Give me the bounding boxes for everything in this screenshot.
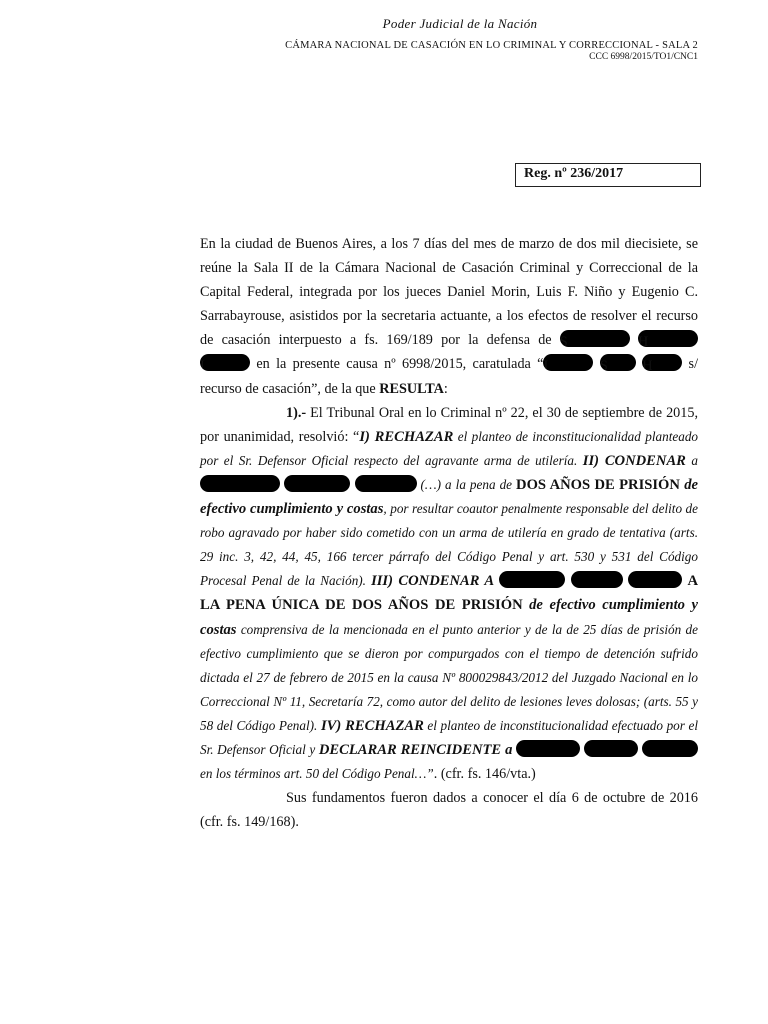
redacted-name [600,354,636,371]
emphasis-efectivo: de efectivo cumplimiento y costas [200,597,698,638]
redacted-name [200,475,280,492]
emphasis-pena: DOS AÑOS DE PRISIÓN [516,476,680,493]
redacted-initial: H [638,334,649,348]
resulta-heading: RESULTA [379,380,444,397]
text-run: s/ recurso de casación”, de la que [200,356,699,397]
redacted-name [355,475,417,492]
quoted-text: el planteo de inconstitucionalidad planteado por el Sr. Defensor Oficial respecto del agravante arma de utilería. [200,428,699,468]
redacted-initial: I [543,358,549,372]
paragraph-intro [200,232,698,401]
redacted-initial: I [200,358,205,372]
registration-box: Reg. nº 236/2017 [515,163,701,187]
emphasis-pena-unica: A LA PENA ÚNICA DE DOS AÑOS DE PRISIÓN [200,573,699,614]
redacted-name [200,354,250,371]
redacted-name [628,571,682,588]
court-script-heading: Poder Judicial de la Nación [382,16,538,31]
document-body [200,232,698,834]
redacted-name [284,475,350,492]
paragraph-resolution [200,401,698,787]
quoted-text: , por resultar coautor penalmente responsable del delito de robo agravado por haber sido cometido con un arma de utilería en grado de tentativa (arts. 29 inc. 3, 42, 44, 45, 166 tercer párrafo del Código Penal y art. 530 y 531 del Código Procesal Penal de la Nación). [200,501,698,589]
text-run: : [443,380,448,397]
emphasis-rechazar: I) RECHAZAR [359,428,454,445]
text-run: en la presente causa nº 6998/2015, caratulada “ [250,356,544,373]
emphasis-efectivo: de efectivo cumplimiento y costas [200,476,698,518]
redacted-name [642,740,698,757]
quoted-text: el planteo de inconstitucionalidad efectuado por el Sr. Defensor Oficial y [200,717,698,757]
redacted-name [638,330,698,347]
item-number: 1).- [286,404,307,421]
redacted-name [516,740,580,757]
redacted-name [642,354,682,371]
court-name: CÁMARA NACIONAL DE CASACIÓN EN LO CRIMINAL Y CORRECCIONAL - SALA 2 [285,40,698,51]
case-id: CCC 6998/2015/TO1/CNC1 [589,52,698,62]
redacted-name [560,330,630,347]
quoted-text: a [685,452,698,468]
quoted-text: comprensiva de la mencionada en el punto anterior y de la de 25 días de prisión de efectivo cumplimiento que se dieron por compurgados con el tiempo de detención sufrido dictada el 27 de febrero de 2015 en la causa Nº 800029843/2012 del Juzgado Nacional en lo Correccional Nº 11, Secretaría 72, como autor del delito de lesiones leves dolosas; (arts. 55 y 58 del Código Penal). [200,621,698,733]
emphasis-declarar: DECLARAR [318,741,397,758]
redacted-name [499,571,565,588]
redacted-name [584,740,638,757]
text-run: El Tribunal Oral en lo Criminal nº 22, el 30 de septiembre de 2015, por unanimidad, resolvió: “ [200,404,698,445]
redacted-initial: S [599,358,608,372]
emphasis-reincidente: REINCIDENTE a [400,741,513,758]
emphasis-rechazar: IV) RECHAZAR [320,717,424,734]
redacted-name [571,571,623,588]
quoted-text: en los términos art. 50 del Código Penal…” [200,766,434,782]
redacted-initial: S [559,334,568,348]
text-run: En la ciudad de Buenos Aires, a los 7 días del mes de marzo de dos mil diecisiete, se reúne la Sala II de la Cámara Nacional de Casación Criminal y Correccional de la Capital Federal, integrada por los jueces Daniel Morin, Luis F. Niño y Eugenio C. Sarrabayrouse, asistidos por la secretaria actuante, a los efectos de resolver el recurso de casación interpuesto a fs. 169/189 por la defensa de [200,236,698,349]
redacted-initial: H [642,358,653,372]
text-run: . (cfr. fs. 146/vta.) [433,766,536,783]
redacted-name [543,354,593,371]
paragraph-fundamentos: Sus fundamentos fueron dados a conocer el día 6 de octubre de 2016 (cfr. fs. 149/168). [200,790,698,831]
emphasis-condenar: III) CONDENAR A [371,573,495,590]
emphasis-condenar: II) CONDENAR [582,452,686,469]
quoted-text: (…) a la pena de [416,476,517,492]
